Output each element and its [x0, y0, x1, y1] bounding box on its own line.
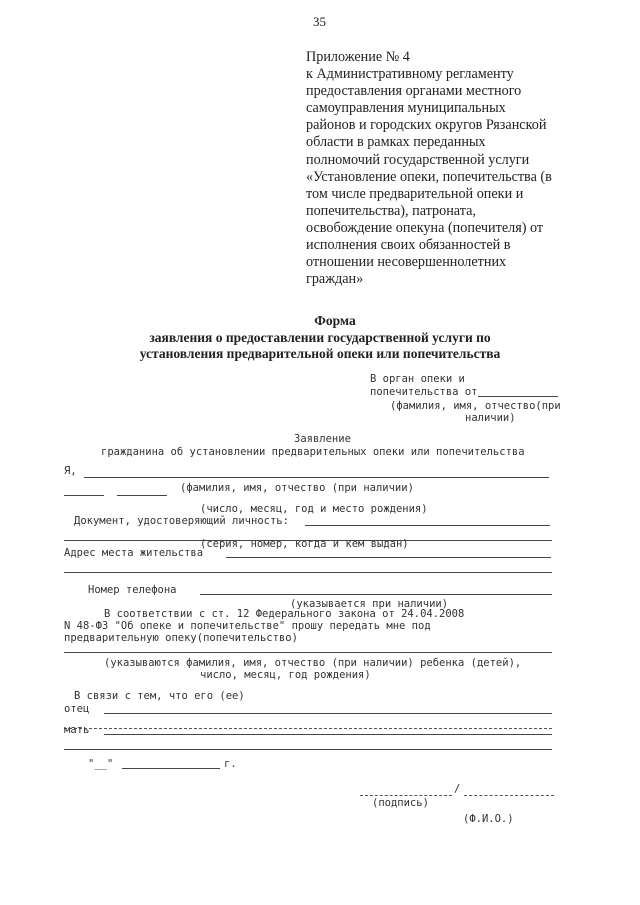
appendix-line: освобождение опекуна (попечителя) от [306, 219, 544, 236]
appendix-line: самоуправления муниципальных [306, 100, 506, 117]
address-label: Адрес места жительства [64, 547, 204, 559]
request-text: В соответствии с ст. 12 Федерального закона от 24.04.2008 [104, 608, 465, 620]
phone-hint: (указывается при наличии) [290, 598, 449, 610]
form-subtitle: заявления о предоставлении государственной услуги по [149, 330, 491, 345]
applicant-fio-field[interactable] [84, 477, 549, 478]
document-field[interactable] [305, 525, 550, 526]
date-day: "__" [88, 758, 114, 770]
appendix-line: попечительства), патроната, [306, 202, 476, 219]
mother-field[interactable] [104, 734, 552, 735]
address-field[interactable] [226, 557, 551, 558]
date-year-suffix: г. [224, 758, 237, 770]
page-number: 35 [313, 14, 326, 29]
addressee-hint: наличии) [465, 412, 516, 424]
father-label: отец [64, 703, 90, 715]
father-field[interactable] [104, 713, 552, 714]
signature-fio-field[interactable] [464, 795, 554, 796]
addressee-field[interactable] [478, 396, 558, 397]
reason-text: В связи с тем, что его (ее) [74, 690, 245, 702]
phone-field[interactable] [200, 594, 552, 595]
father-field[interactable] [64, 728, 552, 729]
appendix-line: Приложение № 4 [306, 49, 410, 65]
addressee-label: попечительства от [370, 386, 478, 398]
mother-label: мать [64, 724, 90, 736]
appendix-line: полномочий государственной услуги [306, 151, 530, 168]
appendix-line: области в рамках переданных [306, 134, 486, 151]
fio-hint: (фамилия, имя, отчество (при наличии) [180, 482, 414, 494]
appendix-line: предоставления органами местного [306, 83, 522, 100]
applicant-fio-field[interactable] [117, 495, 167, 496]
appendix-block [306, 49, 586, 288]
mother-field[interactable] [64, 749, 552, 750]
statement-subtitle: гражданина об установлении предварительных опеки или попечительства [101, 446, 525, 458]
signature-hint: (подпись) [372, 797, 429, 809]
slash-separator: / [454, 783, 461, 795]
appendix-line: исполнения своих обязанностей в [306, 237, 511, 254]
applicant-fio-field[interactable] [64, 495, 104, 496]
addressee-hint: (фамилия, имя, отчество(при [390, 400, 561, 412]
appendix-line: том числе предварительной опеки и [306, 185, 524, 202]
appendix-line: граждан» [306, 271, 364, 288]
child-field[interactable] [64, 652, 552, 653]
request-text: N 48-ФЗ "Об опеке и попечительстве" прошу передать мне под [64, 620, 431, 632]
appendix-line: «Установление опеки, попечительства (в [306, 168, 552, 185]
request-text: предварительную опеку(попечительство) [64, 632, 298, 644]
birth-hint: (число, месяц, год и место рождения) [200, 503, 428, 515]
date-field[interactable] [122, 768, 220, 769]
fio-initials-hint: (Ф.И.О.) [463, 813, 514, 825]
appendix-line: к Административному регламенту [306, 66, 514, 83]
address-field[interactable] [64, 572, 552, 573]
document-label: Документ, удостоверяющий личность: [74, 515, 289, 527]
statement-title: Заявление [294, 433, 351, 445]
form-title: Форма [314, 313, 356, 328]
appendix-line: районов и городских округов Рязанской [306, 117, 547, 134]
addressee-label: В орган опеки и [370, 373, 465, 385]
i-label: Я, [64, 465, 77, 477]
signature-field[interactable] [360, 795, 452, 796]
appendix-line: отношении несовершеннолетних [306, 254, 507, 271]
phone-label: Номер телефона [88, 584, 177, 596]
document-hint: (серия, номер, когда и кем выдан) [200, 538, 409, 550]
child-hint: число, месяц, год рождения) [200, 669, 371, 681]
form-subtitle: установления предварительной опеки или попечительства [139, 346, 501, 361]
child-hint: (указываются фамилия, имя, отчество (при наличии) ребенка (детей), [104, 657, 522, 669]
